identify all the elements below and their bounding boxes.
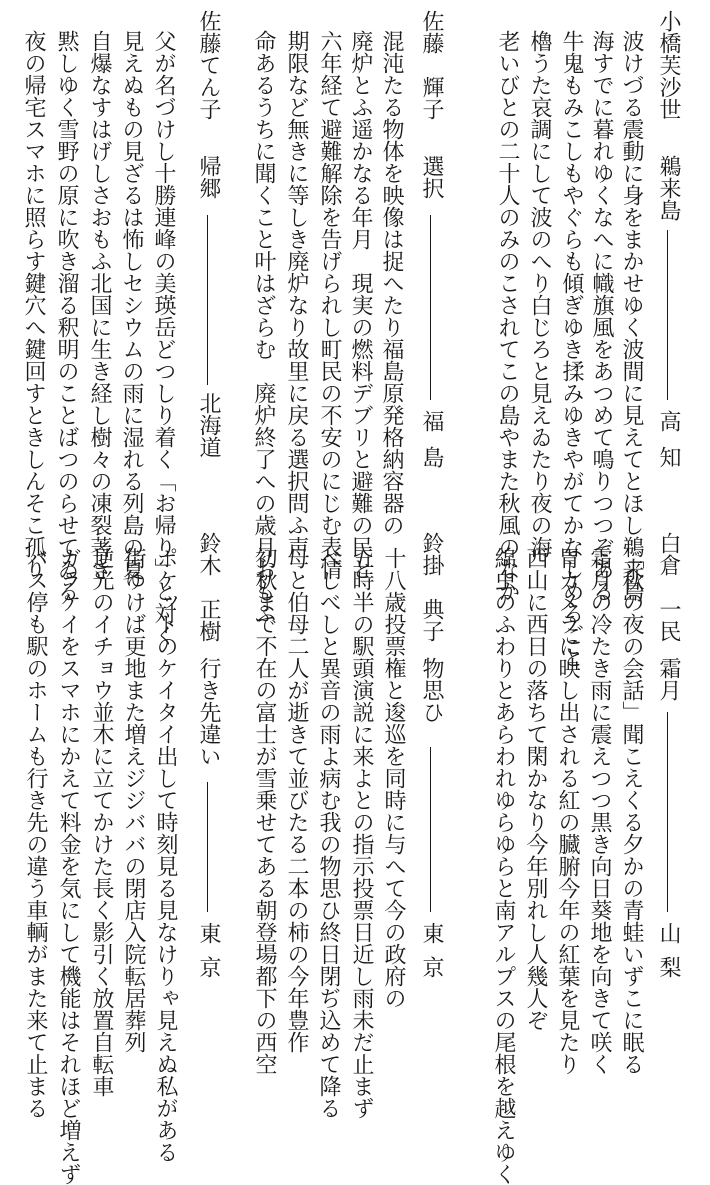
author-location: 高知 bbox=[656, 410, 681, 482]
lower-poem-block bbox=[0, 502, 710, 1185]
poem-line: ポケットのケイタイ出して時刻見る見なけりゃ見えぬ私がある bbox=[153, 547, 178, 1163]
author-name: 小橋芙沙世 bbox=[656, 10, 681, 120]
poem-line: 逆光のイチョウ並木に立てかけた長く影引く放置自転車 bbox=[89, 547, 114, 1097]
title-rule bbox=[430, 747, 431, 912]
poem-group-header bbox=[655, 0, 681, 502]
poem-title: 鵜来島 bbox=[656, 155, 681, 221]
poem-title: 帰郷 bbox=[196, 155, 221, 199]
poem-line: 波けづる震動に身をまかせゆく波間に見えてとほし鵜来島 bbox=[619, 30, 644, 602]
poem-group-header bbox=[418, 0, 444, 502]
author-name: 佐藤てん子 bbox=[196, 10, 221, 120]
poem-line: 六年経て避難解除を告げられし町民の不安のにじむ表情 bbox=[317, 30, 342, 580]
poem-line: 五時半の駅頭演説に来よとの指示投票日近し雨未だ止まず bbox=[349, 547, 374, 1119]
poem-line: 「秋の夜の会話」聞こえくる夕かの青蛙いずこに眠る bbox=[619, 547, 644, 1075]
title-rule bbox=[667, 230, 668, 400]
poem-line: 期限など無きに等しき廃炉なり故里に戻る選択問ふ声 bbox=[284, 30, 309, 558]
poem-group-header bbox=[195, 0, 221, 502]
poem-line: 混沌たる物体を映像は捉へたり福島原発格納容器の bbox=[379, 30, 404, 536]
title-rule bbox=[667, 712, 668, 912]
poem-group-header bbox=[418, 502, 444, 1004]
poem-line: 黙しゆく雪野の原に吹き溜る釈明のことばつのらせてゐる bbox=[54, 30, 79, 602]
poem-line: 父が名づけし十勝連峰の美瑛岳どつしり着く「お帰り」と対く bbox=[151, 30, 176, 646]
poem-line: 櫓うた哀調にして波のへり白じろと見えゐたり夜の海 bbox=[527, 30, 552, 558]
poem-line: 自爆なすはげしさおもふ北国に生き経し樹々の凍裂著き bbox=[87, 30, 112, 580]
poem-line: ガラケイをスマホにかえて料金を気にして機能はそれほど増えず bbox=[56, 547, 81, 1185]
poem-line: 牛鬼もみこしもやぐらも傾ぎゆき揉みゆきやがてかなしめるごと bbox=[559, 30, 584, 668]
title-rule bbox=[207, 215, 208, 385]
poem-line: 西山に西日の落ちて閑かなり今年別れし人幾人ぞ bbox=[523, 547, 548, 1031]
poem-group-header bbox=[195, 502, 221, 1004]
author-name: 鈴掛 典子 bbox=[419, 532, 444, 642]
poem-line: 海すでに暮れゆくなへに幟旗風をあつめて鳴りつつぞある bbox=[589, 30, 614, 602]
poem-line: 街ゆけば更地また増えジジババの閉店入院転居葬列 bbox=[121, 547, 146, 1053]
poem-title: 選択 bbox=[419, 155, 444, 199]
poem-line: 胃カメラに映し出される紅の臓腑今年の紅葉を見たり bbox=[555, 547, 580, 1075]
title-rule bbox=[430, 215, 431, 400]
author-location: 福島 bbox=[419, 410, 444, 482]
poem-title: 物思ひ bbox=[419, 657, 444, 723]
poem-title: 霜月 bbox=[656, 657, 681, 701]
poem-line: べしべしと異音の雨よ病む我の物思ひ終日閉ぢ込めて降る bbox=[316, 547, 341, 1119]
author-location: 北海道 bbox=[196, 392, 221, 458]
author-location: 東京 bbox=[196, 922, 221, 990]
poem-line: バス停も駅のホームも行き先の違う車輌がまた来て止まる bbox=[23, 547, 48, 1119]
poem-line: 老いびとの二十人のみのこされてこの島やまた秋風のなか bbox=[495, 30, 520, 602]
poem-line: 命あるうちに聞くこと叶はざらむ 廃炉終了への歳月おもふ bbox=[251, 30, 276, 624]
poem-line: 初秋まで不在の富士が雪乗せてある朝登場都下の西空 bbox=[252, 547, 277, 1075]
poem-line: 母と伯母二人が逝きて並びたる二本の柿の今年豊作 bbox=[284, 547, 309, 1053]
poem-line: 見えぬもの見ざるは怖しセシウムの雨に湿れる列島の夏 bbox=[119, 30, 144, 580]
poem-group-header bbox=[655, 502, 681, 1004]
poem-line: 霜月の冷たき雨に震えつつ黒き向日葵地を向きて咲く bbox=[587, 547, 612, 1075]
poem-line: 十八歳投票権と逡巡を同時に与へて今の政府の bbox=[381, 547, 406, 1009]
author-name: 白倉 一民 bbox=[656, 532, 681, 642]
poem-line: 綿虫のふわりとあらわれゆらゆらと南アルプスの尾根を越えゆく bbox=[491, 547, 516, 1185]
author-location: 東京 bbox=[419, 922, 444, 990]
author-name: 鈴木 正樹 bbox=[196, 532, 221, 642]
author-location: 山梨 bbox=[656, 922, 681, 990]
poem-line: 廃炉とふ遥かなる年月 現実の燃料デブリと避難の民と bbox=[348, 30, 373, 580]
title-rule bbox=[207, 782, 208, 912]
poem-title: 行き先違い bbox=[196, 657, 221, 767]
author-name: 佐藤 輝子 bbox=[419, 10, 444, 120]
poem-line: 夜の帰宅スマホに照らす鍵穴へ鍵回すときしんそこ孤り bbox=[21, 30, 46, 580]
